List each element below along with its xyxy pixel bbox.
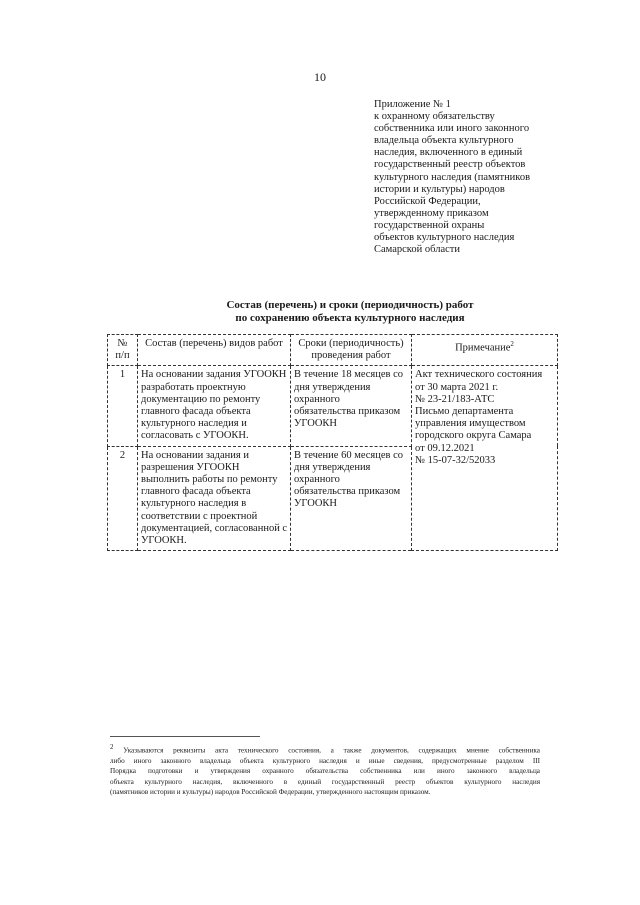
work-line: УГООКН. (141, 535, 187, 547)
header-term-line: Сроки (периодичность) (298, 338, 404, 349)
annex-line: государственной охраны (374, 219, 485, 231)
annex-line: культурного наследия (памятников (374, 171, 531, 183)
row-work (138, 366, 291, 446)
term-line: В течение 18 месяцев со (294, 369, 404, 381)
footnote-line: (памятников истории и культуры) народов Российской Федерации, утвержденного настоящим приказом. (110, 788, 431, 797)
note-line: от 09.12.2021 (415, 442, 475, 454)
row-term (291, 366, 412, 446)
note-line: Письмо департамента (415, 406, 514, 418)
header-term (291, 335, 412, 366)
footnote-line: объекта культурного наследия, включенного в единый государственный реестр объектов культурного наследия (110, 777, 540, 786)
header-note-label: Примечание (455, 342, 511, 354)
work-line: главного фасада объекта (141, 486, 251, 498)
term-line: УГООКН (294, 418, 337, 430)
note-line: городского округа Самара (415, 430, 532, 442)
header-work (138, 335, 291, 366)
row-note (412, 366, 558, 551)
table-row (108, 366, 558, 446)
work-line: разработать проектную (141, 381, 246, 393)
row-term (291, 446, 412, 551)
header-work-label: Состав (перечень) видов работ (145, 338, 283, 349)
work-line: На основании задания и (141, 449, 249, 461)
work-line: культурного наследия и (141, 418, 247, 430)
header-note (412, 335, 558, 366)
annex-line: Приложение № 1 (374, 99, 451, 110)
document-title (0, 299, 640, 325)
row-number: 2 (108, 446, 138, 551)
work-line: соответствии с проектной (141, 510, 258, 522)
works-table (107, 334, 558, 551)
work-line: согласовать с УГООКН. (141, 430, 249, 442)
footnote-line: либо иного законного владельца объекта культурного наследия и иные сведения, предусмотренные разделом III (110, 756, 540, 765)
annex-line: собственника или иного законного (374, 123, 530, 135)
footnote-line (110, 742, 540, 756)
term-line: обязательства приказом (294, 406, 401, 418)
note-line: № 23-21/183-АТС (415, 393, 495, 405)
annex-header (374, 99, 564, 256)
title-line: по сохранению объекта культурного наследия (235, 312, 465, 324)
work-line: разрешения УГООКН (141, 461, 240, 473)
header-num-line: № (117, 338, 128, 349)
term-line: обязательства приказом (294, 486, 401, 498)
footnote-marker: 2 (110, 743, 114, 751)
row-number: 1 (108, 366, 138, 446)
term-line: дня утверждения (294, 381, 371, 393)
header-num (108, 335, 138, 366)
work-line: документацию по ремонту (141, 393, 261, 405)
table-header-row (108, 335, 558, 366)
footnote-ref: 2 (510, 340, 514, 348)
note-line: от 30 марта 2021 г. (415, 381, 499, 393)
footnote-line: Порядка подготовки и утверждения охранного обязательства собственника или иного законного владельца (110, 767, 540, 776)
annex-line: утвержденному приказом (374, 207, 489, 219)
header-term-line: проведения работ (311, 350, 391, 362)
note-line: № 15-07-32/52033 (415, 454, 496, 466)
term-line: В течение 60 месяцев со (294, 449, 404, 461)
annex-line: к охранному обязательству (374, 111, 495, 123)
footnote (110, 742, 540, 798)
footnote-text: Указываются реквизиты акта технического состояния, а также документов, содержащих мнение собственника (123, 746, 540, 755)
term-line: дня утверждения (294, 461, 371, 473)
work-line: На основании задания УГООКН (141, 369, 287, 381)
annex-line: Самарской области (374, 244, 460, 256)
row-work (138, 446, 291, 551)
annex-line: государственный реестр объектов (374, 159, 526, 171)
note-line: управления имуществом (415, 418, 526, 430)
work-line: документацией, согласованной с (141, 522, 288, 534)
term-line: охранного (294, 393, 340, 405)
work-line: выполнить работы по ремонту (141, 474, 278, 486)
annex-line: наследия, включенного в единый (374, 147, 523, 159)
header-num-line: п/п (115, 350, 130, 362)
term-line: УГООКН (294, 498, 337, 510)
term-line: охранного (294, 474, 340, 486)
footnote-divider (110, 736, 260, 737)
page-number: 10 (314, 70, 326, 84)
annex-line: истории и культуры) народов (374, 183, 505, 195)
annex-line: владельца объекта культурного (374, 135, 514, 147)
annex-line: Российской Федерации, (374, 195, 481, 207)
work-line: культурного наследия в (141, 498, 247, 510)
note-line: Акт технического состояния (415, 369, 543, 381)
title-line: Состав (перечень) и сроки (периодичность) работ (226, 299, 474, 311)
annex-line: объектов культурного наследия (374, 232, 515, 244)
work-line: главного фасада объекта (141, 406, 251, 418)
